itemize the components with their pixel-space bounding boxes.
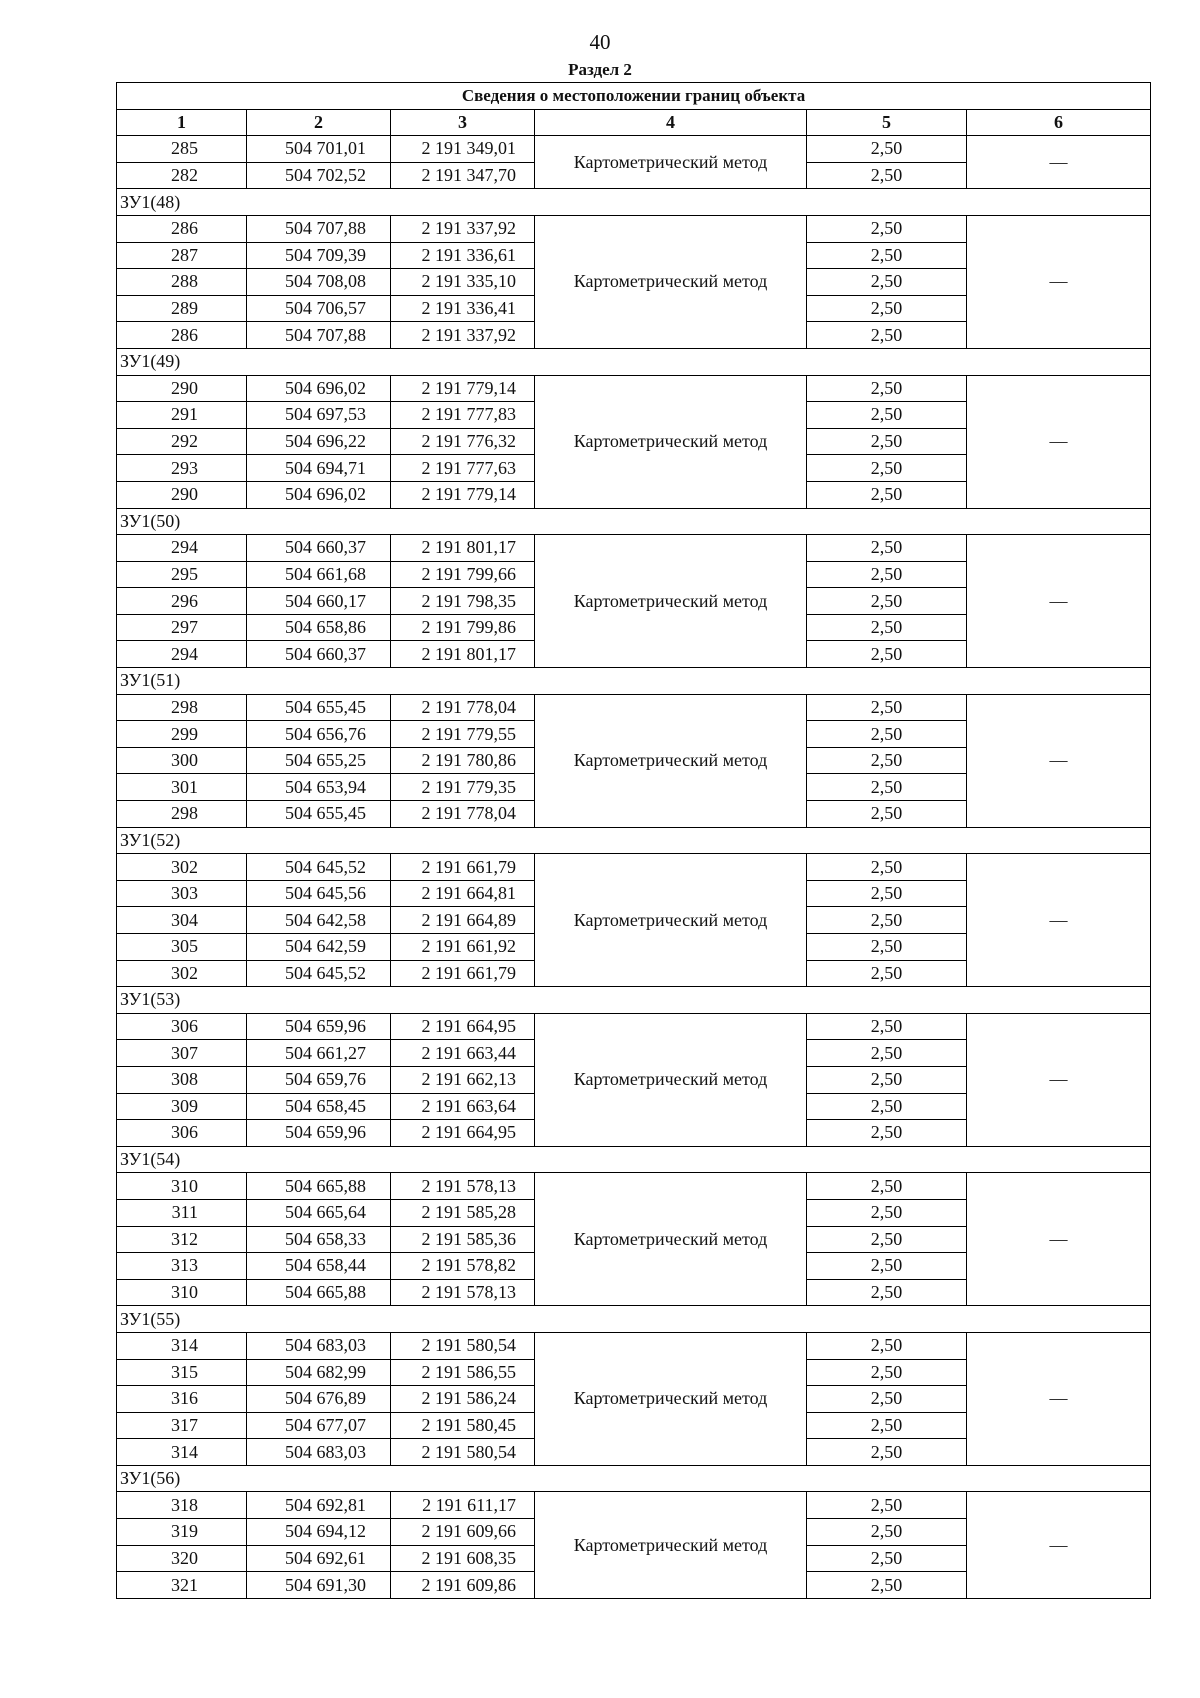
note-cell: — — [967, 854, 1151, 987]
y-coordinate: 2 191 580,54 — [391, 1332, 535, 1359]
y-coordinate: 2 191 779,14 — [391, 481, 535, 508]
table-row — [117, 136, 1151, 163]
accuracy-value: 2,50 — [807, 1359, 967, 1386]
y-coordinate: 2 191 780,86 — [391, 747, 535, 774]
point-number: 298 — [117, 694, 247, 721]
table-row — [117, 694, 1151, 721]
point-number: 295 — [117, 561, 247, 588]
x-coordinate: 504 677,07 — [247, 1412, 391, 1439]
accuracy-value: 2,50 — [807, 907, 967, 934]
column-header-5: 5 — [807, 109, 967, 136]
point-number: 307 — [117, 1040, 247, 1067]
y-coordinate: 2 191 578,13 — [391, 1279, 535, 1306]
accuracy-value: 2,50 — [807, 1492, 967, 1519]
x-coordinate: 504 696,02 — [247, 375, 391, 402]
point-number: 282 — [117, 162, 247, 189]
accuracy-value: 2,50 — [807, 561, 967, 588]
x-coordinate: 504 697,53 — [247, 402, 391, 429]
y-coordinate: 2 191 801,17 — [391, 535, 535, 562]
column-header-6: 6 — [967, 109, 1151, 136]
y-coordinate: 2 191 777,83 — [391, 402, 535, 429]
point-number: 287 — [117, 242, 247, 269]
accuracy-value: 2,50 — [807, 1226, 967, 1253]
group-label: ЗУ1(56) — [117, 1465, 1151, 1492]
method-cell: Картометрический метод — [535, 1173, 807, 1306]
point-number: 290 — [117, 375, 247, 402]
group-label: ЗУ1(51) — [117, 668, 1151, 695]
point-number: 290 — [117, 481, 247, 508]
note-cell: — — [967, 1013, 1151, 1146]
method-cell: Картометрический метод — [535, 535, 807, 668]
y-coordinate: 2 191 663,64 — [391, 1093, 535, 1120]
column-number-row — [117, 109, 1151, 136]
accuracy-value: 2,50 — [807, 1199, 967, 1226]
point-number: 306 — [117, 1013, 247, 1040]
point-number: 312 — [117, 1226, 247, 1253]
group-header-row — [117, 348, 1151, 375]
x-coordinate: 504 696,22 — [247, 428, 391, 455]
accuracy-value: 2,50 — [807, 428, 967, 455]
point-number: 314 — [117, 1332, 247, 1359]
accuracy-value: 2,50 — [807, 1545, 967, 1572]
point-number: 310 — [117, 1173, 247, 1200]
table-row — [117, 215, 1151, 242]
point-number: 317 — [117, 1412, 247, 1439]
table-row — [117, 1332, 1151, 1359]
accuracy-value: 2,50 — [807, 269, 967, 296]
accuracy-value: 2,50 — [807, 854, 967, 881]
point-number: 315 — [117, 1359, 247, 1386]
note-cell: — — [967, 1332, 1151, 1465]
accuracy-value: 2,50 — [807, 242, 967, 269]
accuracy-value: 2,50 — [807, 641, 967, 668]
y-coordinate: 2 191 778,04 — [391, 694, 535, 721]
x-coordinate: 504 692,61 — [247, 1545, 391, 1572]
point-number: 299 — [117, 721, 247, 748]
y-coordinate: 2 191 662,13 — [391, 1066, 535, 1093]
accuracy-value: 2,50 — [807, 136, 967, 163]
x-coordinate: 504 701,01 — [247, 136, 391, 163]
accuracy-value: 2,50 — [807, 1040, 967, 1067]
x-coordinate: 504 659,76 — [247, 1066, 391, 1093]
point-number: 318 — [117, 1492, 247, 1519]
group-header-row — [117, 508, 1151, 535]
x-coordinate: 504 661,27 — [247, 1040, 391, 1067]
y-coordinate: 2 191 798,35 — [391, 588, 535, 615]
y-coordinate: 2 191 578,82 — [391, 1253, 535, 1280]
y-coordinate: 2 191 347,70 — [391, 162, 535, 189]
group-header-row — [117, 1306, 1151, 1333]
y-coordinate: 2 191 609,66 — [391, 1519, 535, 1546]
accuracy-value: 2,50 — [807, 1332, 967, 1359]
accuracy-value: 2,50 — [807, 721, 967, 748]
table-row — [117, 1492, 1151, 1519]
y-coordinate: 2 191 661,79 — [391, 960, 535, 987]
point-number: 285 — [117, 136, 247, 163]
point-number: 289 — [117, 295, 247, 322]
x-coordinate: 504 642,59 — [247, 934, 391, 961]
x-coordinate: 504 655,45 — [247, 801, 391, 828]
boundary-table-body — [117, 83, 1151, 1599]
x-coordinate: 504 707,88 — [247, 215, 391, 242]
point-number: 300 — [117, 747, 247, 774]
group-label: ЗУ1(49) — [117, 348, 1151, 375]
y-coordinate: 2 191 664,95 — [391, 1120, 535, 1147]
x-coordinate: 504 665,88 — [247, 1173, 391, 1200]
accuracy-value: 2,50 — [807, 774, 967, 801]
note-cell: — — [967, 694, 1151, 827]
column-header-4: 4 — [535, 109, 807, 136]
point-number: 297 — [117, 614, 247, 641]
y-coordinate: 2 191 779,35 — [391, 774, 535, 801]
group-label: ЗУ1(52) — [117, 827, 1151, 854]
group-header-row — [117, 1465, 1151, 1492]
x-coordinate: 504 655,25 — [247, 747, 391, 774]
point-number: 286 — [117, 215, 247, 242]
y-coordinate: 2 191 664,95 — [391, 1013, 535, 1040]
y-coordinate: 2 191 586,55 — [391, 1359, 535, 1386]
y-coordinate: 2 191 336,41 — [391, 295, 535, 322]
accuracy-value: 2,50 — [807, 402, 967, 429]
point-number: 302 — [117, 960, 247, 987]
point-number: 296 — [117, 588, 247, 615]
x-coordinate: 504 660,17 — [247, 588, 391, 615]
method-cell: Картометрический метод — [535, 1332, 807, 1465]
table-row — [117, 535, 1151, 562]
section-title: Раздел 2 — [568, 60, 632, 79]
point-number: 311 — [117, 1199, 247, 1226]
x-coordinate: 504 708,08 — [247, 269, 391, 296]
note-cell: — — [967, 136, 1151, 189]
note-cell: — — [967, 535, 1151, 668]
y-coordinate: 2 191 799,66 — [391, 561, 535, 588]
table-row — [117, 854, 1151, 881]
point-number: 313 — [117, 1253, 247, 1280]
group-label: ЗУ1(53) — [117, 987, 1151, 1014]
y-coordinate: 2 191 778,04 — [391, 801, 535, 828]
x-coordinate: 504 658,45 — [247, 1093, 391, 1120]
accuracy-value: 2,50 — [807, 1066, 967, 1093]
accuracy-value: 2,50 — [807, 1013, 967, 1040]
x-coordinate: 504 658,86 — [247, 614, 391, 641]
group-label: ЗУ1(55) — [117, 1306, 1151, 1333]
method-cell: Картометрический метод — [535, 1013, 807, 1146]
x-coordinate: 504 694,71 — [247, 455, 391, 482]
point-number: 304 — [117, 907, 247, 934]
accuracy-value: 2,50 — [807, 1572, 967, 1599]
y-coordinate: 2 191 336,61 — [391, 242, 535, 269]
x-coordinate: 504 707,88 — [247, 322, 391, 349]
boundary-table — [116, 82, 1151, 1599]
y-coordinate: 2 191 585,28 — [391, 1199, 535, 1226]
y-coordinate: 2 191 585,36 — [391, 1226, 535, 1253]
x-coordinate: 504 676,89 — [247, 1386, 391, 1413]
accuracy-value: 2,50 — [807, 215, 967, 242]
group-header-row — [117, 1146, 1151, 1173]
note-cell: — — [967, 375, 1151, 508]
accuracy-value: 2,50 — [807, 934, 967, 961]
table-row — [117, 375, 1151, 402]
x-coordinate: 504 645,56 — [247, 880, 391, 907]
point-number: 306 — [117, 1120, 247, 1147]
accuracy-value: 2,50 — [807, 295, 967, 322]
y-coordinate: 2 191 608,35 — [391, 1545, 535, 1572]
accuracy-value: 2,50 — [807, 535, 967, 562]
method-cell: Картометрический метод — [535, 854, 807, 987]
accuracy-value: 2,50 — [807, 614, 967, 641]
point-number: 293 — [117, 455, 247, 482]
y-coordinate: 2 191 664,89 — [391, 907, 535, 934]
x-coordinate: 504 660,37 — [247, 535, 391, 562]
method-cell: Картометрический метод — [535, 1492, 807, 1598]
y-coordinate: 2 191 580,45 — [391, 1412, 535, 1439]
accuracy-value: 2,50 — [807, 801, 967, 828]
accuracy-value: 2,50 — [807, 1519, 967, 1546]
y-coordinate: 2 191 779,55 — [391, 721, 535, 748]
y-coordinate: 2 191 578,13 — [391, 1173, 535, 1200]
x-coordinate: 504 653,94 — [247, 774, 391, 801]
y-coordinate: 2 191 609,86 — [391, 1572, 535, 1599]
point-number: 302 — [117, 854, 247, 881]
x-coordinate: 504 665,64 — [247, 1199, 391, 1226]
accuracy-value: 2,50 — [807, 960, 967, 987]
point-number: 316 — [117, 1386, 247, 1413]
x-coordinate: 504 683,03 — [247, 1439, 391, 1466]
accuracy-value: 2,50 — [807, 1439, 967, 1466]
accuracy-value: 2,50 — [807, 162, 967, 189]
group-header-row — [117, 987, 1151, 1014]
group-header-row — [117, 668, 1151, 695]
x-coordinate: 504 660,37 — [247, 641, 391, 668]
point-number: 314 — [117, 1439, 247, 1466]
y-coordinate: 2 191 776,32 — [391, 428, 535, 455]
y-coordinate: 2 191 335,10 — [391, 269, 535, 296]
accuracy-value: 2,50 — [807, 1093, 967, 1120]
x-coordinate: 504 696,02 — [247, 481, 391, 508]
method-cell: Картометрический метод — [535, 375, 807, 508]
point-number: 301 — [117, 774, 247, 801]
note-cell: — — [967, 1492, 1151, 1598]
accuracy-value: 2,50 — [807, 1386, 967, 1413]
point-number: 288 — [117, 269, 247, 296]
x-coordinate: 504 665,88 — [247, 1279, 391, 1306]
y-coordinate: 2 191 586,24 — [391, 1386, 535, 1413]
point-number: 310 — [117, 1279, 247, 1306]
point-number: 305 — [117, 934, 247, 961]
group-header-row — [117, 189, 1151, 216]
point-number: 291 — [117, 402, 247, 429]
point-number: 320 — [117, 1545, 247, 1572]
accuracy-value: 2,50 — [807, 1279, 967, 1306]
accuracy-value: 2,50 — [807, 1253, 967, 1280]
y-coordinate: 2 191 349,01 — [391, 136, 535, 163]
table-row — [117, 1173, 1151, 1200]
y-coordinate: 2 191 661,79 — [391, 854, 535, 881]
point-number: 294 — [117, 641, 247, 668]
x-coordinate: 504 683,03 — [247, 1332, 391, 1359]
accuracy-value: 2,50 — [807, 322, 967, 349]
column-header-2: 2 — [247, 109, 391, 136]
y-coordinate: 2 191 663,44 — [391, 1040, 535, 1067]
x-coordinate: 504 706,57 — [247, 295, 391, 322]
x-coordinate: 504 642,58 — [247, 907, 391, 934]
y-coordinate: 2 191 337,92 — [391, 322, 535, 349]
note-cell: — — [967, 1173, 1151, 1306]
note-cell: — — [967, 215, 1151, 348]
point-number: 292 — [117, 428, 247, 455]
x-coordinate: 504 692,81 — [247, 1492, 391, 1519]
x-coordinate: 504 709,39 — [247, 242, 391, 269]
accuracy-value: 2,50 — [807, 1412, 967, 1439]
table-row — [117, 1013, 1151, 1040]
x-coordinate: 504 655,45 — [247, 694, 391, 721]
point-number: 321 — [117, 1572, 247, 1599]
method-cell: Картометрический метод — [535, 215, 807, 348]
x-coordinate: 504 658,33 — [247, 1226, 391, 1253]
y-coordinate: 2 191 580,54 — [391, 1439, 535, 1466]
page-number: 40 — [589, 30, 611, 54]
y-coordinate: 2 191 779,14 — [391, 375, 535, 402]
y-coordinate: 2 191 777,63 — [391, 455, 535, 482]
x-coordinate: 504 645,52 — [247, 854, 391, 881]
x-coordinate: 504 645,52 — [247, 960, 391, 987]
point-number: 319 — [117, 1519, 247, 1546]
y-coordinate: 2 191 611,17 — [391, 1492, 535, 1519]
accuracy-value: 2,50 — [807, 455, 967, 482]
point-number: 308 — [117, 1066, 247, 1093]
accuracy-value: 2,50 — [807, 880, 967, 907]
column-header-3: 3 — [391, 109, 535, 136]
point-number: 309 — [117, 1093, 247, 1120]
y-coordinate: 2 191 799,86 — [391, 614, 535, 641]
x-coordinate: 504 658,44 — [247, 1253, 391, 1280]
x-coordinate: 504 682,99 — [247, 1359, 391, 1386]
accuracy-value: 2,50 — [807, 1120, 967, 1147]
y-coordinate: 2 191 801,17 — [391, 641, 535, 668]
x-coordinate: 504 702,52 — [247, 162, 391, 189]
x-coordinate: 504 659,96 — [247, 1120, 391, 1147]
column-header-1: 1 — [117, 109, 247, 136]
group-label: ЗУ1(48) — [117, 189, 1151, 216]
y-coordinate: 2 191 661,92 — [391, 934, 535, 961]
point-number: 286 — [117, 322, 247, 349]
accuracy-value: 2,50 — [807, 481, 967, 508]
method-cell: Картометрический метод — [535, 136, 807, 189]
table-caption: Сведения о местоположении границ объекта — [117, 83, 1151, 110]
group-label: ЗУ1(50) — [117, 508, 1151, 535]
accuracy-value: 2,50 — [807, 375, 967, 402]
point-number: 298 — [117, 801, 247, 828]
y-coordinate: 2 191 664,81 — [391, 880, 535, 907]
method-cell: Картометрический метод — [535, 694, 807, 827]
accuracy-value: 2,50 — [807, 694, 967, 721]
y-coordinate: 2 191 337,92 — [391, 215, 535, 242]
table-caption-row — [117, 83, 1151, 110]
accuracy-value: 2,50 — [807, 588, 967, 615]
group-label: ЗУ1(54) — [117, 1146, 1151, 1173]
point-number: 303 — [117, 880, 247, 907]
x-coordinate: 504 694,12 — [247, 1519, 391, 1546]
accuracy-value: 2,50 — [807, 747, 967, 774]
x-coordinate: 504 661,68 — [247, 561, 391, 588]
x-coordinate: 504 656,76 — [247, 721, 391, 748]
x-coordinate: 504 659,96 — [247, 1013, 391, 1040]
accuracy-value: 2,50 — [807, 1173, 967, 1200]
point-number: 294 — [117, 535, 247, 562]
group-header-row — [117, 827, 1151, 854]
x-coordinate: 504 691,30 — [247, 1572, 391, 1599]
